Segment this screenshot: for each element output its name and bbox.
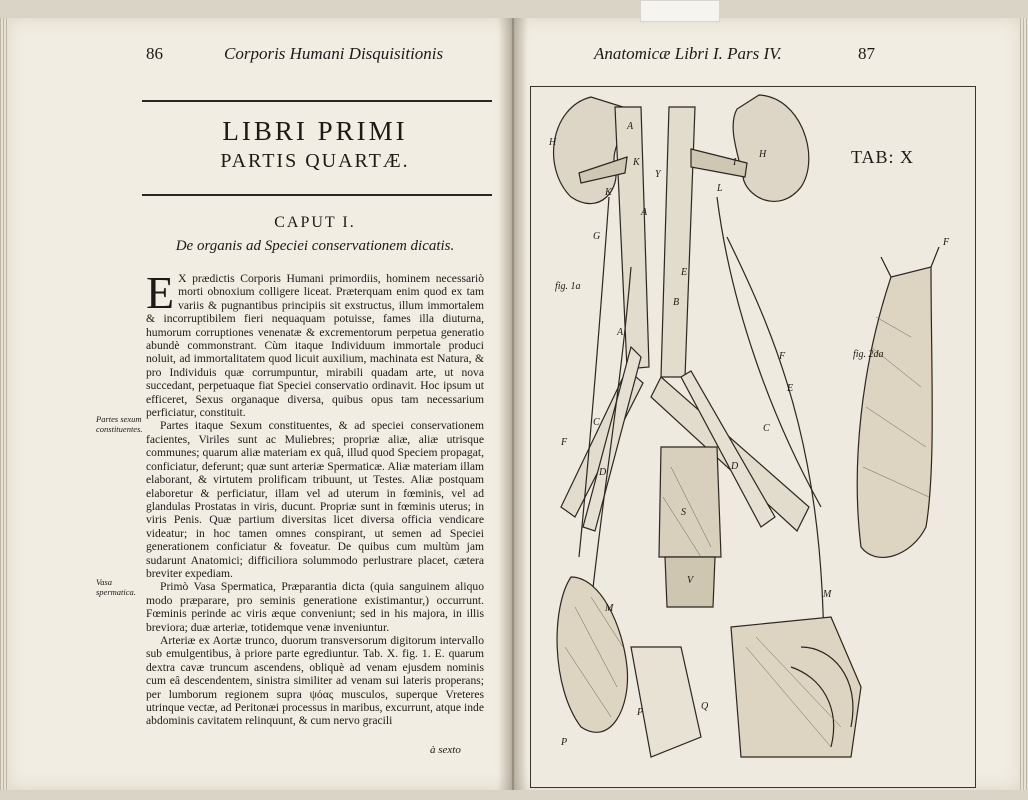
paragraph: Partes itaque Sexum constituentes, & ad speciei conservationem facientes, Viriles sunt ac Muliebres; propriæ aliæ, aliæ utrisque communes; quarum aliæ materiam ex quâ, illud quod Speciem propagat, conficiatur, deferunt; quæ sunt arteriæ Spermaticæ. Aliæ materiam illam elaborant, & virtutem prolificam tribuunt, ut Testes. Aliæ postquam elaboretur & perficiatur, illam vel ad uterum in fœminis, vel ad glandulas Prostatas in viris, ducunt. Propriæ sunt in fœminis uterus; in viris Penis. Quæ partium diversitas licet diversa officia vendicare videatur; in hoc tamen omnes conspirant, ut semen ad Speciei generationem conficiatur & foveatur. De quibus cum multùm jam sudarunt Anatomici; difficiliora solummodo perlustrare placet, cætera breviter expediam.: [146, 419, 484, 580]
right-running-head: Anatomicæ Libri I. Pars IV.: [594, 44, 782, 63]
plate-letter: A: [627, 121, 634, 132]
drop-cap: E: [146, 267, 175, 318]
plate-letter: A: [617, 327, 624, 338]
figure-label: fig. 1a: [555, 281, 581, 292]
plate-letter: E: [681, 267, 688, 278]
plate-letter: L: [717, 183, 723, 194]
plate-label: TAB: X: [851, 147, 915, 167]
right-page-edge: [1020, 18, 1028, 790]
right-page-number: 87: [858, 44, 875, 63]
plate-letter: V: [687, 575, 694, 586]
title-rule: [142, 194, 492, 196]
plate-letter: F: [779, 351, 786, 362]
plate-letter: C: [593, 417, 600, 428]
margin-note: Vasa spermatica.: [96, 577, 136, 597]
chapter-heading: CAPUT I.: [274, 214, 356, 231]
plate-letter: D: [731, 461, 739, 472]
plate-letter: A: [641, 207, 648, 218]
chapter-subtitle: De organis ad Speciei conservationem dicatis.: [175, 238, 455, 254]
header-rule: [142, 100, 492, 102]
plate-letter: P: [561, 737, 568, 748]
paragraph: Arteriæ ex Aortæ trunco, duorum transversorum digitorum intervallo sub emulgentibus, à priore parte egrediuntur. Tab. X. fig. 1. E. quarum dextra cavæ truncum ascendens, obliquè ad venam ejusdem nominis cum eâ descendentem, sinistra similiter ad venam sui lateris properans; per lumborum regionem supra ψόας musculos, superque Vreteres utrinque vectæ, ad Peritonæi processus in maribus, excurrunt, atque inde abdominis cavitatem relinquunt, & cum nervo gracili: [146, 633, 484, 728]
plate-letter: I: [733, 157, 737, 168]
plate-letter: G: [593, 231, 601, 242]
plate-letter: Q: [701, 701, 709, 712]
book-title: LIBRI PRIMI: [222, 116, 408, 146]
plate-letter: B: [673, 297, 680, 308]
plate-letter: P: [637, 707, 644, 718]
plate-letter: H: [759, 149, 767, 160]
paragraph: Primò Vasa Spermatica, Præparantia dicta (quia sanguinem aliquo modo præparare, pro seminis generatione existimantur,) occurrunt. Fœminis perinde ac viris æque conveniunt; sed in his majora, in illis breviora; duæ arteriæ, totidemque venæ inveniuntur.: [146, 580, 484, 634]
part-title: PARTIS QUARTÆ.: [220, 150, 410, 172]
plate-letter: Y: [655, 169, 661, 180]
anatomical-engraving: [531, 87, 975, 787]
plate-letter: C: [763, 423, 770, 434]
anatomical-plate: [530, 86, 976, 788]
plate-letter: M: [823, 589, 832, 600]
plate-letter: M: [605, 603, 614, 614]
plate-letter: E: [787, 383, 794, 394]
body-text: [146, 267, 484, 728]
margin-note: Partes sexum constituentes.: [96, 414, 143, 434]
figure-label: fig. 2da: [853, 349, 884, 360]
left-running-head: Corporis Humani Disquisitionis: [224, 44, 444, 63]
plate-letter: D: [599, 467, 607, 478]
plate-letter: F: [561, 437, 568, 448]
plate-letter: K: [605, 187, 612, 198]
left-page-edge: [0, 18, 8, 790]
plate-letter: K: [633, 157, 640, 168]
book-gutter: [498, 18, 528, 790]
plate-letter: H: [549, 137, 557, 148]
plate-letter: S: [681, 507, 686, 518]
plate-letter: F: [943, 237, 950, 248]
left-page-number: 86: [146, 44, 163, 63]
paper-tab: [640, 0, 720, 22]
catchword: à sexto: [430, 744, 461, 756]
paragraph: E X prædictis Corporis Humani primordiis, hominem necessariò morti obnoxium colligere liceat. Præterquam enim quod ex tam variis & pugnantibus principiis sit exstructus, illum immortalem & incorruptibilem fieri nequaquam potuisse, fames illa diuturna, humorum corruptiones venenatæ & excrementorum perpetua generatio abundè commonstrant. Cùm itaque Individuum immortale produci noluit, ad immortalitatem quod licuit auxilium, machinata est Natura, & pro Individuis quæ corrumpuntur, mirabili quadam arte, ut nova succedant, perpetuaque fiat Speciei conservatio ordinavit. Hoc ipsum ut efficeret, Sexus organaque diversa, quibus opus tam necessarium perficiatur, constituit.: [146, 267, 484, 420]
